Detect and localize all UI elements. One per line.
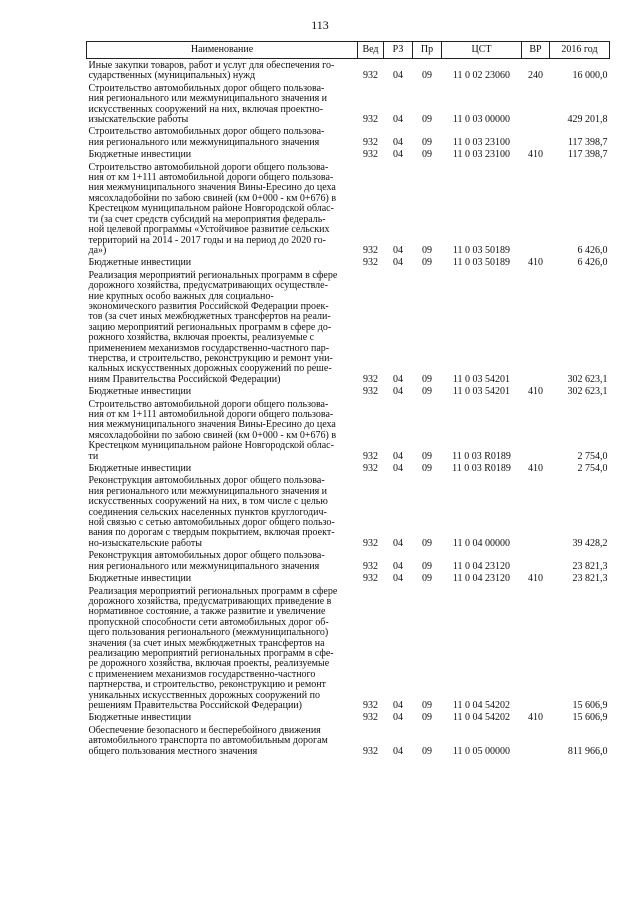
- row-amount-cell: 117 398,7: [567, 136, 608, 148]
- row-pr-cell: 09: [422, 463, 432, 475]
- row-pr-cell: 09: [422, 450, 432, 462]
- row-vr-cell: [522, 549, 550, 572]
- row-ved-cell: 932: [363, 386, 378, 398]
- row-name-cell: [87, 82, 358, 126]
- row-amount-cell: 16 000,0: [572, 70, 608, 82]
- row-ved-cell: 932: [363, 114, 378, 126]
- row-name-line: реализацию мероприятий региональных программ в сфе-: [88, 647, 334, 659]
- row-cst-cell: 11 0 03 R0189: [452, 463, 511, 475]
- row-vr-cell: [522, 724, 550, 757]
- row-name-cell: [87, 59, 358, 82]
- row-ved-cell: 932: [363, 136, 378, 148]
- row-rz-cell: 04: [393, 745, 403, 757]
- row-rz-cell: 04: [393, 114, 403, 126]
- row-vr-cell: [522, 474, 550, 549]
- row-name-line: ние крупных особо важных для социально-: [88, 290, 274, 302]
- row-pr-cell: 09: [422, 149, 432, 161]
- row-cst-cell: 11 0 04 54202: [452, 712, 511, 724]
- row-rz-cell: 04: [393, 244, 403, 256]
- row-name-line: ния регионального или межмуниципального значения: [88, 560, 320, 572]
- row-name-line: решениям Правительства Российской Федерации): [88, 699, 302, 711]
- row-rz-cell: 04: [393, 149, 403, 161]
- row-vr-cell: 410: [528, 573, 543, 585]
- row-cst-cell: 11 0 04 23120: [452, 560, 511, 572]
- row-name-line: партнерства, и строительство, реконструкцию и ремонт: [88, 679, 326, 691]
- row-name-line: ре дорожного хозяйства, включая проекты, реализуемые: [88, 658, 330, 670]
- row-rz-cell: 04: [393, 373, 403, 385]
- row-vr-cell: 410: [528, 463, 543, 475]
- table-row: [87, 161, 610, 257]
- row-name-cell: [87, 724, 358, 757]
- row-name-line: тов (за счет иных межбюджетных трансфертов на реали-: [88, 311, 331, 323]
- row-name-line: ниям Правительства Российской Федерации): [88, 373, 281, 385]
- row-vr-cell: [522, 161, 550, 257]
- row-name-line: значения (за счет иных межбюджетных трансфертов на: [88, 637, 325, 649]
- header-ved: Вед: [358, 42, 384, 59]
- row-ved-cell: 932: [363, 244, 378, 256]
- row-name-line: ния регионального или межмуниципального значения и: [88, 93, 328, 105]
- row-name-line: дорожного хозяйства, предусматривающих приведение в: [88, 595, 332, 607]
- header-name: Наименование: [87, 42, 358, 59]
- row-name-line: ти: [88, 450, 99, 462]
- row-amount-cell: 23 821,3: [572, 560, 608, 572]
- table-row: [87, 462, 610, 474]
- row-rz-cell: 04: [393, 573, 403, 585]
- row-name-line: да»): [88, 244, 107, 256]
- row-cst-cell: 11 0 03 23100: [452, 136, 511, 148]
- row-name-line: но-изыскательские работы: [88, 537, 202, 549]
- row-vr-cell: [522, 269, 550, 385]
- row-name-line: кальных искусственных дорожных сооружений по реше-: [88, 363, 332, 375]
- row-name-line: Строительство автомобильной дороги общего пользова-: [88, 161, 329, 173]
- row-name-line: уникальных искусственных дорожных сооружений по: [88, 689, 320, 701]
- row-ved-cell: 932: [363, 712, 378, 724]
- row-name-line: рожного хозяйства, включая проекты, реализуемые с: [88, 332, 315, 344]
- row-cst-cell: 11 0 03 50189: [452, 244, 511, 256]
- row-name-line: нормативное состояние, а также развитие и увеличение: [88, 606, 326, 618]
- row-rz-cell: 04: [393, 560, 403, 572]
- row-rz-cell: 04: [393, 257, 403, 269]
- row-vr-cell: [522, 82, 550, 126]
- page-number: 113: [311, 18, 329, 32]
- table-row: [87, 572, 610, 584]
- row-name-cell: [87, 462, 358, 474]
- row-vr-cell: 410: [528, 257, 543, 269]
- row-cst-cell: 11 0 04 00000: [452, 537, 511, 549]
- row-name-line: ния от км 1+111 автомобильной дороги общего пользова-: [88, 172, 334, 184]
- row-pr-cell: 09: [422, 573, 432, 585]
- row-name-line: территорий на 2014 - 2017 годы и на период до 2020 го-: [88, 234, 326, 246]
- table-row: [87, 148, 610, 160]
- row-name-line: Реализация мероприятий региональных программ в сфере: [88, 585, 338, 597]
- row-ved-cell: 932: [363, 149, 378, 161]
- row-vr-cell: 410: [528, 149, 543, 161]
- row-cst-cell: 11 0 04 23120: [452, 573, 511, 585]
- row-name-line: Реконструкция автомобильных дорог общего пользова-: [88, 475, 325, 487]
- row-name-line: Бюджетные инвестиции: [88, 573, 192, 585]
- row-name-line: ния межмуниципального значения Вины-Ересино до цеха: [88, 182, 336, 194]
- row-name-line: Крестецком муниципальном районе Новгородской облас-: [88, 440, 334, 452]
- row-pr-cell: 09: [422, 136, 432, 148]
- row-rz-cell: 04: [393, 537, 403, 549]
- table-row: [87, 474, 610, 549]
- row-pr-cell: 09: [422, 244, 432, 256]
- row-amount-cell: 811 966,0: [567, 745, 608, 757]
- row-name-line: Бюджетные инвестиции: [88, 386, 192, 398]
- header-year: 2016 год: [550, 42, 610, 59]
- header-row: [87, 42, 610, 59]
- row-pr-cell: 09: [422, 257, 432, 269]
- row-name-line: соединения сельских населенных пунктов круглогодич-: [88, 506, 327, 518]
- row-cst-cell: 11 0 02 23060: [452, 70, 511, 82]
- row-name-line: Крестецком муниципальном районе Новгородской облас-: [88, 203, 334, 215]
- row-amount-cell: 302 623,1: [567, 386, 608, 398]
- row-amount-cell: 2 754,0: [577, 463, 608, 475]
- row-cst-cell: 11 0 03 50189: [452, 257, 511, 269]
- row-vr-cell: 410: [528, 712, 543, 724]
- row-ved-cell: 932: [363, 373, 378, 385]
- row-pr-cell: 09: [422, 373, 432, 385]
- row-amount-cell: 302 623,1: [567, 373, 608, 385]
- row-name-line: Бюджетные инвестиции: [88, 712, 192, 724]
- row-name-line: искусственных сооружений на них, включая проектно-: [88, 103, 324, 115]
- row-name-line: Строительство автомобильных дорог общего пользова-: [88, 126, 325, 138]
- header-cst: ЦСТ: [442, 42, 522, 59]
- row-name-cell: [87, 385, 358, 397]
- row-name-line: Обеспечение безопасного и бесперебойного движения: [88, 724, 321, 736]
- row-name-line: ния регионального или межмуниципального значения: [88, 136, 320, 148]
- row-name-line: экономического развития Российской Федерации проек-: [88, 300, 329, 312]
- row-amount-cell: 39 428,2: [572, 537, 608, 549]
- header-pr: Пр: [413, 42, 442, 59]
- row-name-cell: [87, 711, 358, 723]
- row-name-line: тнерства, и строительство, реконструкцию и ремонт уни-: [88, 352, 333, 364]
- budget-table: [86, 41, 610, 757]
- row-rz-cell: 04: [393, 136, 403, 148]
- table-row: [87, 549, 610, 572]
- row-name-line: пропускной способности сети автомобильных дорог об-: [88, 616, 329, 628]
- row-ved-cell: 932: [363, 745, 378, 757]
- row-cst-cell: 11 0 05 00000: [452, 745, 511, 757]
- row-name-line: ния регионального или межмуниципального значения и: [88, 485, 328, 497]
- row-pr-cell: 09: [422, 114, 432, 126]
- row-amount-cell: 23 821,3: [572, 573, 608, 585]
- table-row: [87, 59, 610, 82]
- row-name-cell: [87, 148, 358, 160]
- row-ved-cell: 932: [363, 70, 378, 82]
- row-rz-cell: 04: [393, 712, 403, 724]
- row-name-cell: [87, 549, 358, 572]
- row-ved-cell: 932: [363, 257, 378, 269]
- row-pr-cell: 09: [422, 537, 432, 549]
- row-name-line: вания по дорогам с твердым покрытием, включая проект-: [88, 527, 335, 539]
- row-name-line: ной целевой программы «Устойчивое развитие сельских: [88, 224, 330, 236]
- row-rz-cell: 04: [393, 463, 403, 475]
- row-name-line: ной связью с сетью автомобильных дорог общего пользо-: [88, 517, 335, 529]
- row-vr-cell: 240: [528, 70, 543, 82]
- row-rz-cell: 04: [393, 70, 403, 82]
- row-name-cell: [87, 125, 358, 148]
- row-name-line: сударственных (муниципальных) нужд: [88, 70, 256, 82]
- row-name-line: Строительство автомобильных дорог общего пользова-: [88, 82, 325, 94]
- row-rz-cell: 04: [393, 450, 403, 462]
- row-name-line: Строительство автомобильной дороги общего пользова-: [88, 398, 329, 410]
- table-row: [87, 711, 610, 723]
- row-cst-cell: 11 0 03 54201: [452, 386, 511, 398]
- row-name-line: дорожного хозяйства, предусматривающих осуществле-: [88, 280, 328, 292]
- row-pr-cell: 09: [422, 712, 432, 724]
- table-row: [87, 585, 610, 712]
- row-vr-cell: [522, 398, 550, 462]
- row-amount-cell: 117 398,7: [567, 149, 608, 161]
- row-ved-cell: 932: [363, 450, 378, 462]
- row-name-cell: [87, 161, 358, 257]
- row-ved-cell: 932: [363, 573, 378, 585]
- table-row: [87, 269, 610, 385]
- row-amount-cell: 15 606,9: [572, 699, 608, 711]
- header-rz: РЗ: [384, 42, 413, 59]
- row-pr-cell: 09: [422, 386, 432, 398]
- row-name-cell: [87, 585, 358, 712]
- row-cst-cell: 11 0 04 54202: [452, 699, 511, 711]
- table-row: [87, 385, 610, 397]
- row-name-line: ния межмуниципального значения Вины-Ересино до цеха: [88, 419, 336, 431]
- row-pr-cell: 09: [422, 70, 432, 82]
- header-vr: ВР: [522, 42, 550, 59]
- row-name-line: изыскательские работы: [88, 114, 189, 126]
- table-row: [87, 82, 610, 126]
- row-ved-cell: 932: [363, 463, 378, 475]
- row-name-line: ти (за счет средств субсидий на мероприятия федераль-: [88, 213, 326, 225]
- row-vr-cell: 410: [528, 386, 543, 398]
- row-name-line: общего пользования местного значения: [88, 745, 258, 757]
- table-row: [87, 724, 610, 757]
- row-name-line: Бюджетные инвестиции: [88, 149, 192, 161]
- row-pr-cell: 09: [422, 745, 432, 757]
- row-amount-cell: 6 426,0: [577, 257, 608, 269]
- row-name-line: искусственных сооружений на них, в том числе с целью: [88, 496, 328, 508]
- row-name-line: Иные закупки товаров, работ и услуг для обеспечения го-: [88, 60, 335, 71]
- row-name-line: Бюджетные инвестиции: [88, 463, 192, 475]
- row-amount-cell: 15 606,9: [572, 712, 608, 724]
- row-name-line: Бюджетные инвестиции: [88, 257, 192, 269]
- row-name-cell: [87, 474, 358, 549]
- row-cst-cell: 11 0 03 23100: [452, 149, 511, 161]
- row-rz-cell: 04: [393, 386, 403, 398]
- row-cst-cell: 11 0 03 R0189: [452, 450, 511, 462]
- row-name-cell: [87, 572, 358, 584]
- row-amount-cell: 429 201,8: [567, 114, 608, 126]
- row-name-line: мясохладобойни по забою свиней (км 0+000 - км 0+676) в: [88, 192, 337, 204]
- row-amount-cell: 2 754,0: [577, 450, 608, 462]
- row-rz-cell: 04: [393, 699, 403, 711]
- row-name-cell: [87, 398, 358, 462]
- row-name-line: мясохладобойни по забою свиней (км 0+000 - км 0+676) в: [88, 429, 337, 441]
- table-row: [87, 256, 610, 268]
- row-name-line: Реализация мероприятий региональных программ в сфере: [88, 269, 338, 281]
- row-name-line: щего пользования регионального (межмуниципального): [88, 627, 329, 639]
- row-ved-cell: 932: [363, 537, 378, 549]
- row-ved-cell: 932: [363, 699, 378, 711]
- row-pr-cell: 09: [422, 699, 432, 711]
- table-row: [87, 398, 610, 462]
- row-pr-cell: 09: [422, 560, 432, 572]
- row-name-line: ния от км 1+111 автомобильной дороги общего пользова-: [88, 409, 334, 420]
- row-name-line: Реконструкция автомобильных дорог общего пользова-: [88, 550, 325, 562]
- table-body: [87, 59, 610, 758]
- row-ved-cell: 932: [363, 560, 378, 572]
- row-name-cell: [87, 269, 358, 385]
- table-row: [87, 125, 610, 148]
- row-name-line: с применением механизмов государственно-частного: [88, 668, 316, 680]
- row-name-line: автомобильного транспорта по автомобильным дорогам: [88, 735, 328, 747]
- row-name-cell: [87, 256, 358, 268]
- row-amount-cell: 6 426,0: [577, 244, 608, 256]
- row-cst-cell: 11 0 03 54201: [452, 373, 511, 385]
- row-name-line: зацию мероприятий региональных программ в сфере до-: [88, 321, 332, 333]
- row-vr-cell: [522, 125, 550, 148]
- row-name-line: применением механизмов государственно-частного пар-: [88, 342, 330, 354]
- row-vr-cell: [522, 585, 550, 712]
- row-cst-cell: 11 0 03 00000: [452, 114, 511, 126]
